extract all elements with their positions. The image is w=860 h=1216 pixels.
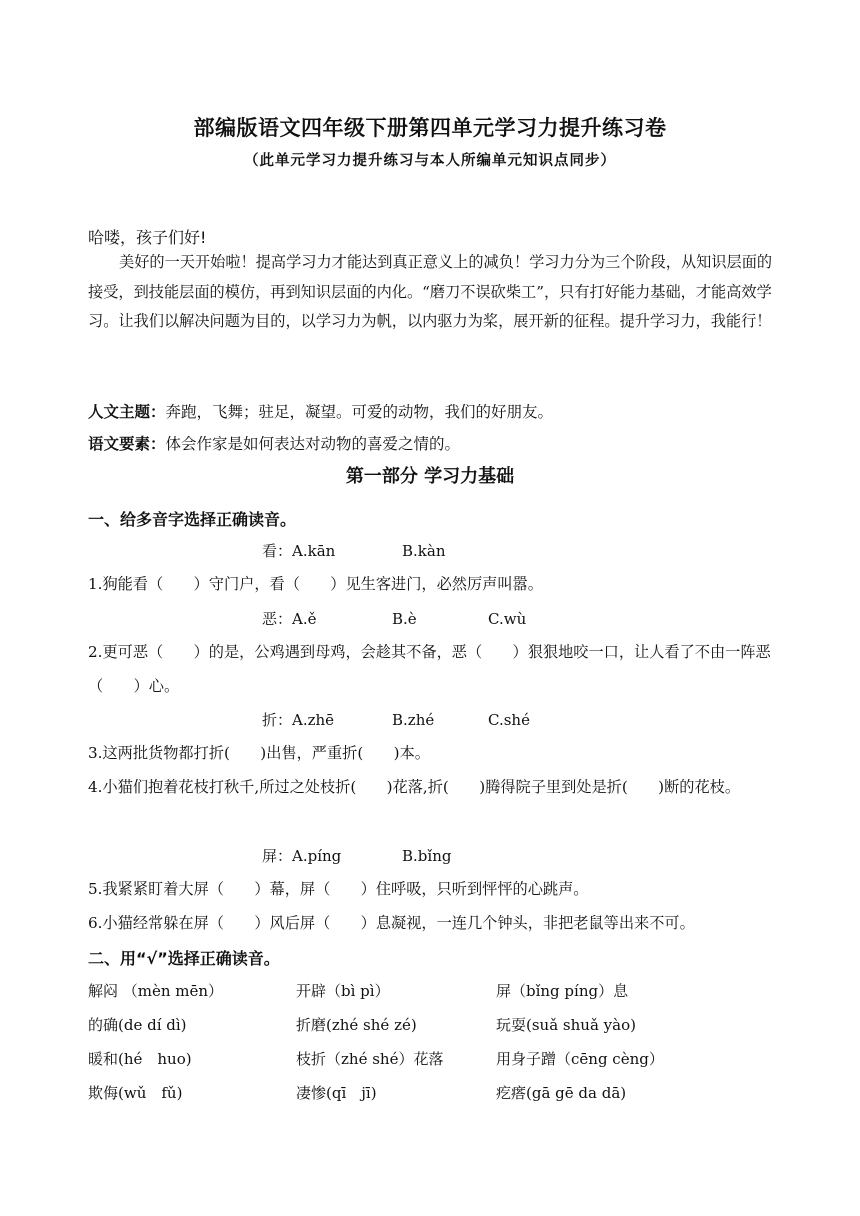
page-title: 部编版语文四年级下册第四单元学习力提升练习卷 (193, 116, 667, 140)
question-6: 6.小猫经常躲在屏（ ）风后屏（ ）息凝视，一连几个钟头，非把老鼠等出来不可。 (88, 914, 695, 932)
element-line (88, 432, 460, 454)
grid-cell: 用身子蹭（cēng cèng） (496, 1050, 664, 1068)
section-two-heading: 二、用“√”选择正确读音。 (88, 949, 280, 968)
question-3: 3.这两批货物都打折( )出售，严重折( )本。 (88, 744, 430, 762)
option-c: C.shé (488, 711, 530, 729)
options-kan (262, 540, 446, 561)
page-subtitle: （此单元学习力提升练习与本人所编单元知识点同步） (244, 152, 616, 169)
question-5: 5.我紧紧盯着大屏（ ）幕，屏（ ）住呼吸，只听到怦怦的心跳声。 (88, 880, 589, 898)
grid-cell: 疙瘩(gā gē da dā) (496, 1084, 627, 1102)
options-e (262, 608, 526, 629)
greeting: 哈喽，孩子们好! (88, 228, 207, 247)
grid-cell: 凄惨(qī jī) (296, 1084, 377, 1102)
grid-cell: 解闷 （mèn mēn） (88, 982, 224, 1000)
element-label: 语文要素： (88, 434, 166, 453)
grid-cell: 屏（bǐng píng）息 (496, 982, 629, 1000)
option-char: 折： (262, 711, 293, 729)
option-a: A.píng (292, 847, 342, 865)
option-char: 屏： (262, 847, 293, 865)
grid-cell: 的确(de dí dì) (88, 1016, 187, 1034)
options-zhe (262, 709, 530, 730)
grid-cell: 枝折（zhé shé）花落 (296, 1050, 444, 1068)
option-char: 看： (262, 542, 293, 560)
option-a: A.ě (292, 610, 317, 628)
grid-cell: 玩耍(suǎ shuǎ yào) (496, 1016, 636, 1034)
element-text: 体会作家是如何表达对动物的喜爱之情的。 (165, 435, 461, 453)
option-b: B.zhé (392, 711, 435, 729)
part-one-heading: 第一部分 学习力基础 (345, 466, 515, 487)
option-b: B.è (392, 610, 417, 628)
option-c: C.wù (488, 610, 527, 628)
option-a: A.kān (292, 542, 336, 560)
intro-paragraph: 美好的一天开始啦！提高学习力才能达到真正意义上的减负！学习力分为三个阶段，从知识层面的接受，到技能层面的模仿，再到知识层面的内化。“磨刀不误砍柴工”，只有打好能力基础，才能高效学习。让我们以解决问题为目的，以学习力为帆，以内驱力为桨，展开新的征程。提升学习力，我能行！ (88, 253, 773, 330)
option-b: B.bǐng (402, 847, 452, 865)
question-4: 4.小猫们抱着花枝打秋千,所过之处枝折( )花落,折( )腾得院子里到处是折( )断的花枝。 (88, 778, 741, 796)
theme-line (88, 400, 553, 422)
grid-cell: 暖和(hé huo) (88, 1050, 192, 1068)
question-2: 2.更可恶（ ）的是，公鸡遇到母鸡，会趁其不备，恶（ ）狠狠地咬一口，让人看了不由一阵恶（ ）心。 (88, 643, 771, 695)
theme-text: 奔跑，飞舞；驻足，凝望。可爱的动物，我们的好朋友。 (165, 403, 554, 421)
grid-cell: 折磨(zhé shé zé) (296, 1016, 417, 1034)
question-1: 1.狗能看（ ）守门户，看（ ）见生客进门，必然厉声叫嚣。 (88, 575, 543, 593)
option-char: 恶： (262, 610, 293, 628)
section-one-heading: 一、给多音字选择正确读音。 (88, 510, 297, 529)
grid-cell: 欺侮(wǔ fǔ) (88, 1084, 183, 1102)
option-a: A.zhē (292, 711, 335, 729)
theme-label: 人文主题： (88, 402, 166, 421)
grid-cell: 开辟（bì pì） (296, 982, 390, 1000)
option-b: B.kàn (402, 542, 446, 560)
options-ping (262, 845, 451, 866)
